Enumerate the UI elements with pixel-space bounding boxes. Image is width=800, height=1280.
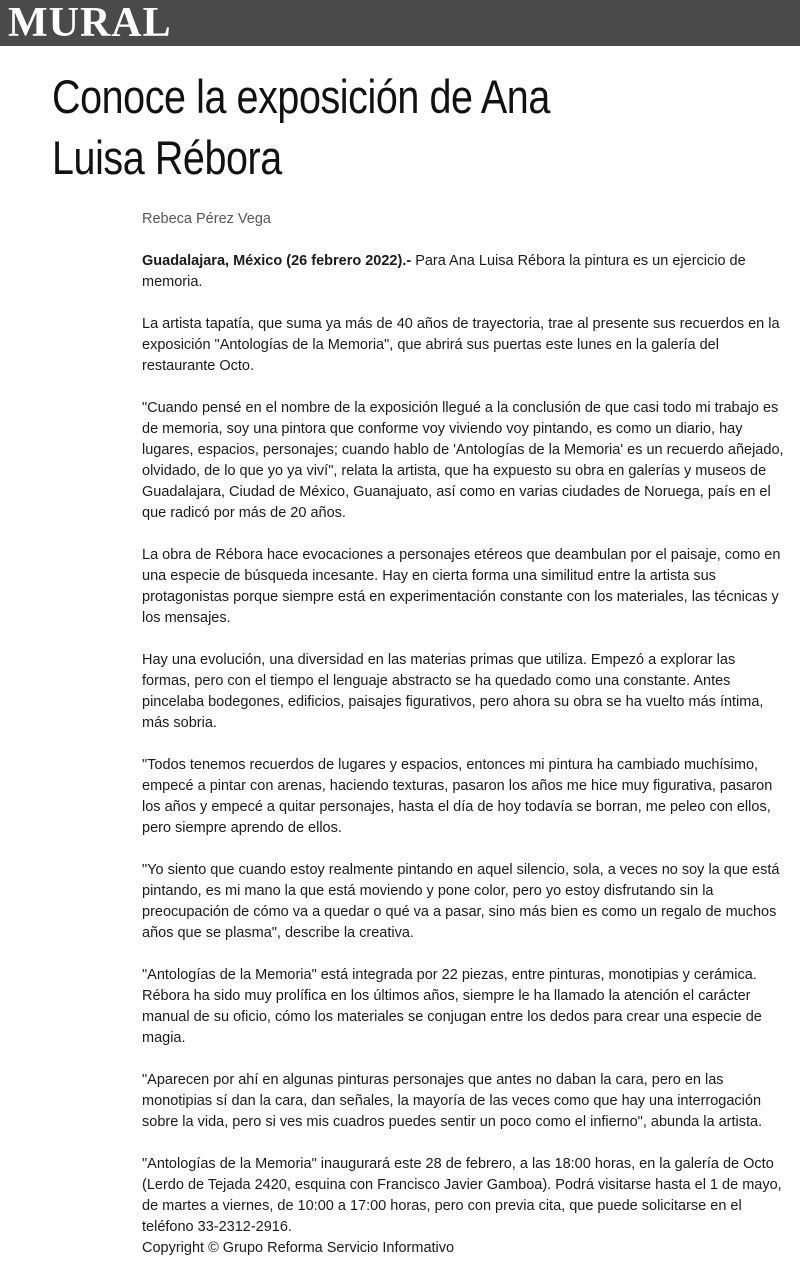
paragraph: "Yo siento que cuando estoy realmente pintando en aquel silencio, sola, a veces no soy la que está pintando, es mi mano la que está moviendo y pone color, pero yo estoy disfrutando sin la preocupación de cómo va a quedar o qué va a pasar, sino más bien es como un regalo de muchos años que se plasma", describe la creativa.: [142, 862, 780, 941]
paragraph: "Antologías de la Memoria" inaugurará este 28 de febrero, a las 18:00 horas, en la galería de Octo (Lerdo de Tejada 2420, esquina con Francisco Javier Gamboa). Podrá visitarse hasta el 1 de mayo, de martes a viernes, de 10:00 a 17:00 horas, pero con previa cita, que puede solicitarse en el teléfono 33-2312-2916.: [142, 1156, 782, 1235]
paragraph: "Aparecen por ahí en algunas pinturas personajes que antes no daban la cara, pero en las monotipias sí dan la cara, dan señales, la mayoría de las veces como que hay una interrogación sobre la vida, pero si ves mis cuadros puedes sentir un poco como el infierno", abunda la artista.: [142, 1072, 763, 1130]
dateline: Guadalajara, México (26 febrero 2022).-: [142, 253, 412, 269]
paragraph: La artista tapatía, que suma ya más de 40 años de trayectoria, trae al presente sus recuerdos en la exposición "Antologías de la Memoria", que abrirá sus puertas este lunes en la galería del restaurante Octo.: [142, 316, 780, 374]
byline: Rebeca Pérez Vega: [142, 211, 271, 227]
paragraph: "Cuando pensé en el nombre de la exposición llegué a la conclusión de que casi todo mi trabajo es de memoria, soy una pintora que conforme voy viviendo voy pintando, es como un diario, hay lugares, espacios, personajes; cuando hablo de 'Antologías de la Memoria' es un recuerdo añejado, olvidado, de lo que yo ya viví", relata la artista, que ha expuesto su obra en galerías y museos de Guadalajara, Ciudad de México, Guanajuato, así como en varias ciudades de Noruega, país en el que radicó por más de 20 años.: [142, 400, 784, 521]
paragraph: Hay una evolución, una diversidad en las materias primas que utiliza. Empezó a explorar las formas, pero con el tiempo el lenguaje abstracto se ha quedado como una constante. Antes pincelaba bodegones, edificios, paisajes figurativos, pero ahora su obra se ha vuelto más íntima, más sobria.: [142, 652, 764, 731]
article-headline: Conoce la exposición de Ana Luisa Rébora: [52, 70, 550, 184]
copyright: Copyright © Grupo Reforma Servicio Informativo: [142, 1240, 455, 1256]
paragraph: "Todos tenemos recuerdos de lugares y espacios, entonces mi pintura ha cambiado muchísimo, empecé a pintar con arenas, haciendo texturas, pasaron los años me hice muy figurativa, pasaron los años y empecé a quitar personajes, hasta el día de hoy todavía se borran, me peleo con ellos, pero siempre aprendo de ellos.: [142, 757, 773, 836]
lead-text: Para Ana Luisa Rébora la pintura es un ejercicio de memoria.: [142, 253, 746, 290]
masthead: [0, 0, 800, 46]
paragraph: La obra de Rébora hace evocaciones a personajes etéreos que deambulan por el paisaje, como en una especie de búsqueda incesante. Hay en cierta forma una similitud entre la artista sus protagonistas porque siempre está en experimentación constante con los materiales, las técnicas y los mensajes.: [142, 547, 781, 626]
paragraph: "Antologías de la Memoria" está integrada por 22 piezas, entre pinturas, monotipias y cerámica. Rébora ha sido muy prolífica en los últimos años, siempre le ha llamado la atención el carácter manual de su oficio, cómo los materiales se conjugan entre los dedos para crear una especie de magia.: [142, 967, 762, 1046]
article-body: [142, 209, 784, 1280]
mural-logo[interactable]: MURAL: [8, 0, 172, 46]
lead-paragraph: [142, 251, 784, 293]
